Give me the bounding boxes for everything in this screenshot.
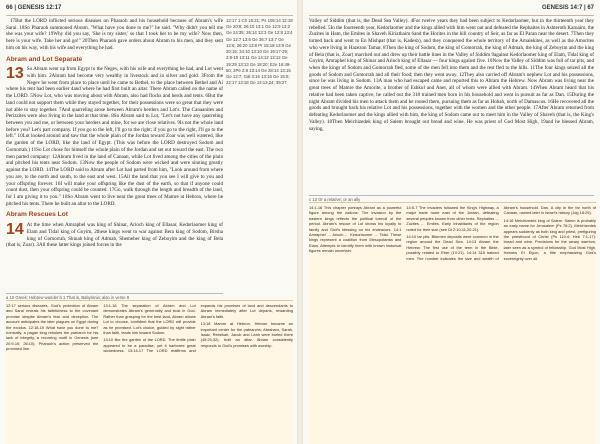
scripture-text (309, 18, 594, 192)
study-note: 12:17 serious diseases. God's protection of Abram and Sarai reveals his faithfulness to the covenant promise despite Abram's fear and deception. The account anticipates the later plagues on Egypt during the exodus. 12:18-19 What have you done to me? Ironically, a pagan king rebukes the patriarch for his lack of integrity, a recurring motif in Genesis (see 20:9-10; 26:10). Pharaoh's action preserved the promised line. (6, 303, 99, 352)
left-page (0, 0, 297, 444)
study-notes (6, 300, 293, 444)
cross-references: 12:17 1 Ch 16:21; Ps 105:14 12:18 Ge 20:9; 26:10 13:1 Ge 12:9 13:2 Ge 24:35; 26:14 13:3 Ge 12:8 13:4 Ge 12:7 13:6 Ge 36:7 13:7 Ge 12:6; 26:20 13:8 Pr 15:18 13:9 Ge 20:15; 34:10 13:10 Ge 19:17-29; 2:8-10 13:11 Ge 14:12 13:12 Ge 19:29 13:13 Ge 18:20; Eze 16:49-50; 2Pe 2:8 13:14 Ge 28:14 13:15 Ge 12:7; Gal 3:16 13:16 Ge 15:5; 22:17 13:18 Ge 14:13,24; 35:27 (226, 18, 293, 86)
section-heading: Abram and Lot Separate (6, 55, 83, 63)
study-note: 13:1-18 The separation of Abram and Lot demonstrates Abram's generosity and trust in God. Rather than grasping for the best land, Abram allows Lot to choose, confident that the LORD will provide as he promised. Lot's choice, guided by sight rather than faith, leads him toward Sodom. (103, 303, 196, 335)
study-note: 13:10 like the garden of the LORD. The fertile plain appeared to be a paradise, yet it harbored great wickedness. 13:14-17 The LORD reaffirms and expands his promises of land and descendants to Abram immediately after Lot departs, rewarding Abram's faith. (103, 303, 293, 354)
section-heading: Abram Rescues Lot (6, 211, 68, 219)
scripture-text (6, 18, 223, 290)
chapter-number: 13 (6, 65, 24, 83)
verse-block: 17But the LORD inflicted serious diseases on Pharaoh and his household because of Abram's wife Sarai. 18So Pharaoh summoned Abram. "What have you done to me?" he said. "Why didn't you tell me she was your wife? 19Why did you say, 'She is my sister,' so that I took her to be my wife? Now then, here is your wife. Take her and go!" 20Then Pharaoh gave orders about Abram to his men, and they sent him on his way, with his wife and everything he had. (6, 18, 223, 51)
right-page (303, 0, 600, 444)
study-note: 14:10 tar pits. Bitumen deposits were common in the region around the Dead Sea. 14:13 Abram the Hebrew. The first use of the term in the Bible, possibly related to Eber (10:21). 14:14 318 trained men. The number indicates the size and wealth of Abram's household. Dan. A city in the far north of Canaan, named later in Israel's history (Jdg 18:29). (406, 205, 596, 261)
study-note: 13:18 Mamre at Hebron. Hebron became an important center for the patriarchs; Abraham, Sarah, Isaac, Rebekah, Jacob and Leah were buried there (49:29-32). built an altar. Abram consistently responds to God's promises with worship. (200, 321, 293, 348)
header-rule (309, 15, 594, 16)
running-head: GENESIS 14:7 | 67 (541, 5, 594, 11)
verse-block: 13 So Abram went up from Egypt to the Negev, with his wife and everything he had, and Lot went with him. 2Abram had become very wealthy in livestock and in silver and gold. 3From the Negev he went from place to place until he came to Bethel, to the place between Bethel and Ai where his tent had been earlier 4and where he had first built an altar. There Abram called on the name of the LORD. 5Now Lot, who was moving about with Abram, also had flocks and herds and tents. 6But the land could not support them while they stayed together, for their possessions were so great that they were not able to stay together. 7And quarreling arose between Abram's herders and Lot's. The Canaanites and Perizzites were also living in the land at that time. 8So Abram said to Lot, "Let's not have any quarreling between you and me, or between your herders and mine, for we are close relatives. 9Is not the whole land before you? Let's part company. If you go to the left, I'll go to the right; if you go to the right, I'll go to the left." 10Lot looked around and saw that the whole plain of the Jordan toward Zoar was well watered, like the garden of the LORD, like the land of Egypt. (This was before the LORD destroyed Sodom and Gomorrah.) 11So Lot chose for himself the whole plain of the Jordan and set out toward the east. The two men parted company: 12Abram lived in the land of Canaan, while Lot lived among the cities of the plain and pitched his tents near Sodom. 13Now the people of Sodom were wicked and were sinning greatly against the LORD. 14The LORD said to Abram after Lot had parted from him, "Look around from where you are, to the north and south, to the east and west. 15All the land that you see I will give to you and your offspring forever. 16I will make your offspring like the dust of the earth, so that if anyone could count dust, then your offspring could be counted. 17Go, walk through the length and breadth of the land, for I am giving it to you." 18So Abram went to live near the great trees of Mamre at Hebron, where he pitched his tents. There he built an altar to the LORD. (6, 65, 223, 207)
study-note: 14:18 Melchizedek king of Salem. Salem is probably an early name for Jerusalem (Ps 76:2). Melchizedek appears suddenly as both king and priest, prefiguring the priesthood of Christ (Ps 110:4; Heb 7:1-17). bread and wine. Provisions for the weary warriors, later seen as a symbol of fellowship. God Most High. Hebrew El Elyon, a title emphasizing God's sovereignty over all. (503, 217, 596, 261)
verse-block: Valley of Siddim (that is, the Dead Sea Valley). 4For twelve years they had been subject to Kedorlaomer, but in the thirteenth year they rebelled. 5In the fourteenth year, Kedorlaomer and the kings allied with him went out and defeated the Rephaites in Ashteroth Karnaim, the Zuzites in Ham, the Emites in Shaveh Kiriathaim 6and the Horites in the hill country of Seir, as far as El Paran near the desert. 7Then they turned back and went to En Mishpat (that is, Kadesh), and they conquered the whole territory of the Amalekites, as well as the Amorites who were living in Hazezon Tamar. 8Then the king of Sodom, the king of Gomorrah, the king of Admah, the king of Zeboyim and the king of Bela (that is, Zoar) marched out and drew up their battle lines in the Valley of Siddim 9against Kedorlaomer king of Elam, Tidal king of Goyim, Amraphel king of Shinar and Arioch king of Ellasar — four kings against five. 10Now the Valley of Siddim was full of tar pits, and when the kings of Sodom and Gomorrah fled, some of the men fell into them and the rest fled to the hills. 11The four kings seized all the goods of Sodom and Gomorrah and all their food; then they went away. 12They also carried off Abram's nephew Lot and his possessions, since he was living in Sodom. 13A man who had escaped came and reported this to Abram the Hebrew. Now Abram was living near the great trees of Mamre the Amorite, a brother of Eshkol and Aner, all of whom were allied with Abram. 14When Abram heard that his relative had been taken captive, he called out the 318 trained men born in his household and went in pursuit as far as Dan. 15During the night Abram divided his men to attack them and he routed them, pursuing them as far as Hobah, north of Damascus. 16He recovered all the goods and brought back his relative Lot and his possessions, together with the women and the other people. 17After Abram returned from defeating Kedorlaomer and the kings allied with him, the king of Sodom came out to meet him in the Valley of Shaveh (that is, the King's Valley). 18Then Melchizedek king of Salem brought out bread and wine. He was priest of God Most High, 19and he blessed Abram, saying, (309, 18, 594, 132)
footnotes: a 10 Greek; Hebrew wander b 1 That is, Babylonia; also in verse 9 (6, 293, 223, 300)
study-notes (309, 202, 596, 444)
header-rule (6, 15, 293, 16)
chapter-number: 14 (6, 221, 24, 239)
footnotes: c 13 Or a relative; or an ally (309, 195, 594, 202)
study-note: 14:1-16 This chapter portrays Abram as a powerful figure among the nations. The invasion by the eastern kings reflects the political turmoil of the period. Abram's rescue of Lot shows his loyalty to family and God's blessing on his endeavors. 14:1 Amraphel ... Arioch ... Kedorlaomer ... Tidal. These kings represent a coalition from Mesopotamia and Elam. Attempts to identify them with known historical figures remain uncertain. (309, 205, 402, 254)
verse-block: 14 At the time when Amraphel was king of Shinar, Arioch king of Ellasar, Kedorlaomer king of Elam and Tidal king of Goyim, 2these kings went to war against Bera king of Sodom, Birsha king of Gomorrah, Shinab king of Admah, Shemeber king of Zeboyim and the king of Bela (that is, Zoar). 3All these latter kings joined forces in the (6, 221, 223, 249)
running-head: 66 | GENESIS 12:17 (6, 5, 62, 11)
study-note: 14:5-7 The invaders followed the King's Highway, a major trade route east of the Jordan, defeating several peoples known from other texts. Rephaites ... Zuzites ... Emites. Early inhabitants of the region noted for their size (see Dt 2:10-11,20-21). (406, 205, 499, 232)
